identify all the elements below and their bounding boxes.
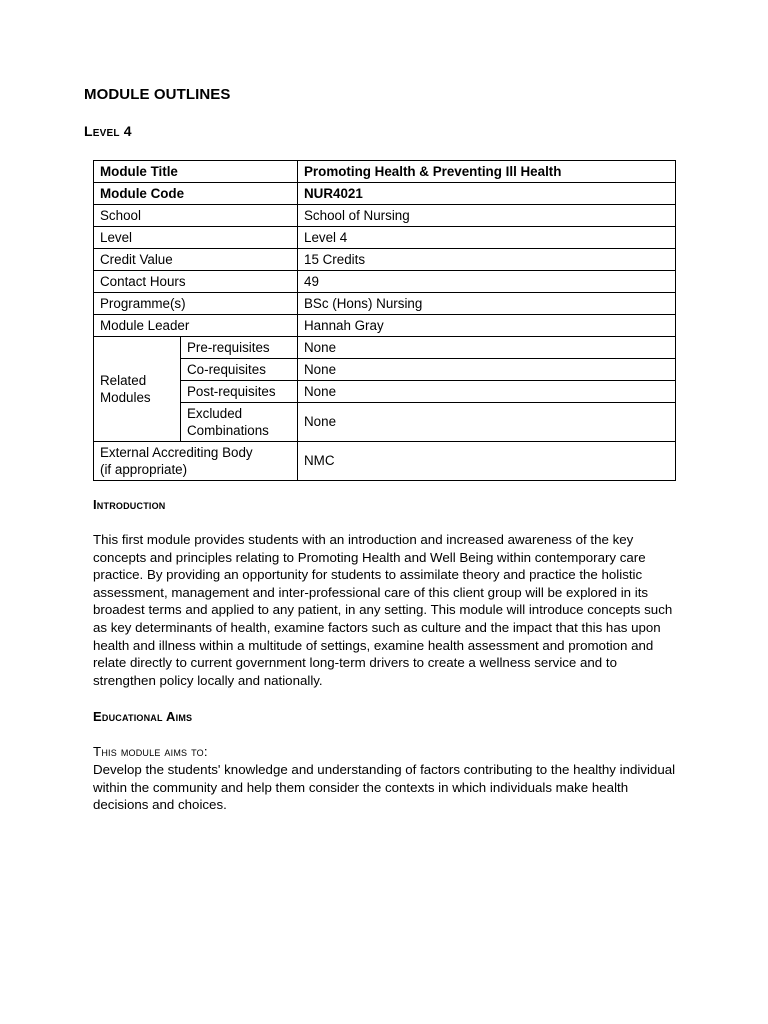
excluded-label-line1: Excluded bbox=[187, 405, 243, 421]
post-requisites-label: Post-requisites bbox=[181, 381, 298, 403]
table-row-post-requisites bbox=[94, 381, 676, 403]
module-leader-label: Module Leader bbox=[94, 315, 298, 337]
table-row-credit-value bbox=[94, 249, 676, 271]
introduction-heading: Introduction bbox=[93, 497, 166, 512]
module-leader-value: Hannah Gray bbox=[298, 315, 676, 337]
introduction-paragraph: This first module provides students with an introduction and increased awareness of the key concepts and principles relating to Promoting Health and Well Being within contemporary care practice. By providing an opportunity for students to assimilate theory and practice the holistic assessment, management and inter-professional care of this client group will be explored in its broadest terms and applied to any patient, in any setting. This module will introduce concepts such as key determinants of health, examine factors such as culture and the impact that this has upon health and illness within a multitude of settings, examine health assessment and promotion and relate directly to current government long-term drivers to create a wellness service and to strengthen policy locally and nationally. bbox=[93, 532, 673, 688]
external-label-line1: External Accrediting Body bbox=[100, 444, 253, 460]
excluded-label-line2: Combinations bbox=[187, 422, 269, 438]
table-row-excluded-combinations bbox=[94, 403, 676, 442]
educational-aims-paragraph: Develop the students' knowledge and understanding of factors contributing to the healthy individual within the community and help them consider the contexts in which individuals make health decisions and choices. bbox=[93, 762, 676, 813]
co-requisites-label: Co-requisites bbox=[181, 359, 298, 381]
school-label: School bbox=[94, 205, 298, 227]
level-value: Level 4 bbox=[298, 227, 676, 249]
post-requisites-value: None bbox=[298, 381, 676, 403]
related-modules-label-line2: Modules bbox=[100, 389, 151, 405]
table-row-co-requisites bbox=[94, 359, 676, 381]
table-row-school bbox=[94, 205, 676, 227]
table-row-level bbox=[94, 227, 676, 249]
level-heading: Level 4 bbox=[84, 123, 132, 139]
table-row-pre-requisites bbox=[94, 337, 676, 359]
school-value: School of Nursing bbox=[298, 205, 676, 227]
module-code-value: NUR4021 bbox=[298, 183, 676, 205]
related-modules-label bbox=[94, 337, 181, 442]
credit-value-value: 15 Credits bbox=[298, 249, 676, 271]
programme-value: BSc (Hons) Nursing bbox=[298, 293, 676, 315]
level-label: Level bbox=[94, 227, 298, 249]
excluded-combinations-value: None bbox=[298, 403, 676, 442]
external-accrediting-label bbox=[94, 442, 298, 481]
credit-value-label: Credit Value bbox=[94, 249, 298, 271]
module-title-label: Module Title bbox=[94, 161, 298, 183]
table-row-external-accrediting-body bbox=[94, 442, 676, 481]
module-details-table bbox=[93, 160, 676, 481]
table-row-module-code bbox=[94, 183, 676, 205]
pre-requisites-value: None bbox=[298, 337, 676, 359]
excluded-combinations-label bbox=[181, 403, 298, 442]
contact-hours-label: Contact Hours bbox=[94, 271, 298, 293]
educational-aims-lead: This module aims to: bbox=[93, 744, 208, 759]
educational-aims-heading: Educational Aims bbox=[93, 709, 193, 724]
table-row-module-title bbox=[94, 161, 676, 183]
page-title: MODULE OUTLINES bbox=[84, 86, 231, 103]
related-modules-label-line1: Related bbox=[100, 372, 147, 388]
table-row-programme bbox=[94, 293, 676, 315]
contact-hours-value: 49 bbox=[298, 271, 676, 293]
module-code-label: Module Code bbox=[94, 183, 298, 205]
programme-label: Programme(s) bbox=[94, 293, 298, 315]
table-row-module-leader bbox=[94, 315, 676, 337]
external-accrediting-value: NMC bbox=[298, 442, 676, 481]
pre-requisites-label: Pre-requisites bbox=[181, 337, 298, 359]
table-row-contact-hours bbox=[94, 271, 676, 293]
module-title-value: Promoting Health & Preventing Ill Health bbox=[298, 161, 676, 183]
external-label-line2: (if appropriate) bbox=[100, 461, 188, 477]
co-requisites-value: None bbox=[298, 359, 676, 381]
